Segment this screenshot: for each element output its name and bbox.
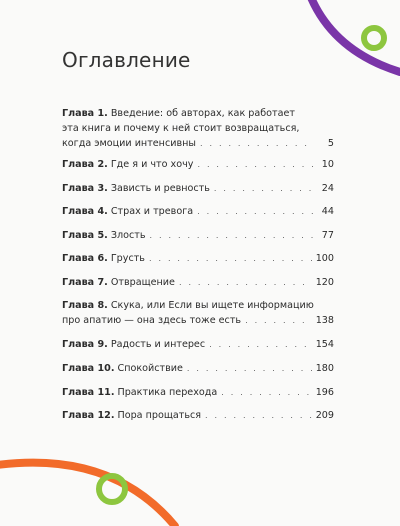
chapter-title: про апатию — она здесь тоже есть <box>62 315 242 326</box>
dot-leader <box>214 181 314 196</box>
toc-entry-line <box>62 408 334 423</box>
toc-entry-line <box>62 106 334 121</box>
chapter-title: Спокойствие <box>117 363 183 374</box>
chapter-title: Радость и интерес <box>110 339 206 350</box>
toc-entry-line <box>62 204 334 219</box>
toc-entry-line <box>62 361 334 376</box>
toc-entry-line <box>62 298 334 313</box>
page-number: 154 <box>315 339 334 350</box>
dot-leader <box>245 313 312 328</box>
chapter-title: Практика перехода <box>117 387 218 398</box>
toc-entry[interactable] <box>62 181 334 196</box>
dot-leader <box>150 228 315 243</box>
dot-leader <box>187 361 312 376</box>
chapter-number: Глава 6. <box>62 253 108 264</box>
toc-entry-line <box>62 275 334 290</box>
chapter-title: Зависть и ревность <box>110 183 210 194</box>
page-number: 120 <box>315 277 334 288</box>
chapter-title: когда эмоции интенсивны <box>62 138 196 149</box>
chapter-number: Глава 3. <box>62 183 108 194</box>
chapter-number: Глава 1. <box>62 108 108 119</box>
toc-entry[interactable] <box>62 361 334 376</box>
page-number: 77 <box>321 230 334 241</box>
toc-entry-line <box>62 313 334 328</box>
chapter-title: Страх и тревога <box>110 206 194 217</box>
chapter-title: эта книга и почему к ней стоит возвращаться, <box>62 123 300 134</box>
chapter-number: Глава 11. <box>62 387 115 398</box>
chapter-number: Глава 5. <box>62 230 108 241</box>
toc-entry[interactable] <box>62 337 334 352</box>
chapter-title: Введение: об авторах, как работает <box>110 108 295 119</box>
toc-entry[interactable] <box>62 157 334 172</box>
chapter-number: Глава 2. <box>62 159 108 170</box>
chapter-title: Грусть <box>110 253 145 264</box>
page-title: Оглавление <box>62 48 191 72</box>
chapter-title: Где я и что хочу <box>110 159 194 170</box>
page-number: 196 <box>315 387 334 398</box>
page-number: 44 <box>321 206 334 217</box>
dot-leader <box>149 251 312 266</box>
dot-leader <box>205 408 312 423</box>
toc-entry-line <box>62 121 334 136</box>
dot-leader <box>197 204 314 219</box>
toc-entry-line <box>62 136 334 151</box>
dot-leader <box>179 275 312 290</box>
chapter-title: Скука, или Если вы ищете информацию <box>110 300 314 311</box>
toc-entry[interactable] <box>62 408 334 423</box>
chapter-number: Глава 12. <box>62 410 115 421</box>
toc-entry-line <box>62 385 334 400</box>
toc-entry[interactable] <box>62 251 334 266</box>
page-number: 209 <box>315 410 334 421</box>
chapter-number: Глава 9. <box>62 339 108 350</box>
toc-entry-line <box>62 251 334 266</box>
toc-entry-line <box>62 337 334 352</box>
chapter-number: Глава 8. <box>62 300 108 311</box>
toc-entry[interactable] <box>62 298 334 328</box>
page-number: 180 <box>315 363 334 374</box>
chapter-title: Отвращение <box>110 277 175 288</box>
toc-entry[interactable] <box>62 275 334 290</box>
toc-entry[interactable] <box>62 228 334 243</box>
dot-leader <box>221 385 311 400</box>
toc-entry-line <box>62 181 334 196</box>
toc-entry[interactable] <box>62 204 334 219</box>
green-ring-top-decoration <box>364 28 384 48</box>
chapter-title: Пора прощаться <box>117 410 202 421</box>
chapter-number: Глава 7. <box>62 277 108 288</box>
orange-arc-decoration <box>0 463 175 526</box>
chapter-title: Злость <box>110 230 146 241</box>
dot-leader <box>209 337 312 352</box>
dot-leader <box>200 136 314 151</box>
toc-entry-line <box>62 157 334 172</box>
toc-entry-line <box>62 228 334 243</box>
page-number: 100 <box>315 253 334 264</box>
page-number: 5 <box>327 138 334 149</box>
dot-leader <box>197 157 314 172</box>
toc-entry[interactable] <box>62 385 334 400</box>
page-number: 24 <box>321 183 334 194</box>
chapter-number: Глава 10. <box>62 363 115 374</box>
toc-entry[interactable] <box>62 106 334 151</box>
page-number: 138 <box>315 315 334 326</box>
page-number: 10 <box>321 159 334 170</box>
chapter-number: Глава 4. <box>62 206 108 217</box>
